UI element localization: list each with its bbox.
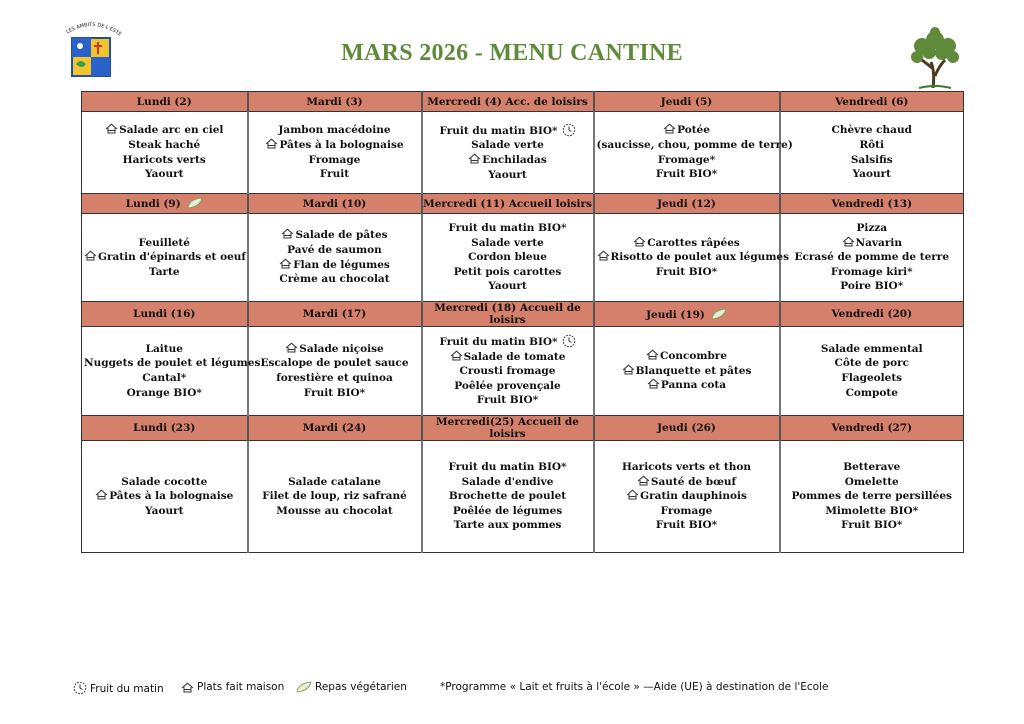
menu-item-text: Pizza: [856, 222, 888, 235]
menu-item: [783, 221, 962, 236]
day-menu: [82, 214, 248, 302]
menu-item-text: Carottes râpées: [647, 236, 740, 249]
menu-item: [425, 153, 591, 168]
menu-item-text: Poire BIO*: [840, 280, 904, 293]
house-outline-icon: [637, 475, 650, 486]
menu-item-text: Tarte aux pommes: [453, 519, 562, 532]
menu-item-text: Yaourt: [488, 280, 527, 293]
house-outline-icon: [279, 258, 292, 269]
menu-item: [84, 371, 245, 386]
week-menu-row: [82, 327, 964, 416]
day-header: [594, 194, 780, 214]
day-menu: [780, 441, 964, 553]
menu-item-text: Blanquette et pâtes: [635, 364, 752, 377]
menu-item-text: Yaourt: [144, 504, 184, 517]
menu-item-text: Brochette de poulet: [448, 490, 567, 503]
menu-item: [84, 236, 245, 251]
menu-item-text: Compote: [845, 386, 898, 399]
menu-item: [597, 489, 777, 504]
day-menu: [248, 327, 422, 416]
menu-item: [425, 265, 591, 280]
menu-item: [251, 228, 419, 243]
day-label: Mercredi (4) Acc. de loisirs: [427, 95, 588, 108]
day-header: [82, 92, 248, 112]
menu-item: [597, 504, 777, 519]
menu-item: [251, 123, 419, 138]
menu-item: [783, 356, 962, 371]
menu-item-text: Orange BIO*: [126, 386, 202, 399]
day-label: Lundi (9): [125, 198, 181, 210]
menu-item: [783, 504, 962, 519]
menu-item: [84, 504, 245, 519]
day-label: Jeudi (26): [657, 422, 716, 434]
day-header: [422, 92, 594, 112]
day-label: Mercredi (11) Accueil loisirs: [423, 197, 592, 210]
week-menu-row: [82, 214, 964, 302]
menu-item: [783, 371, 962, 386]
day-menu: [594, 112, 793, 194]
menu-item: [251, 272, 419, 287]
menu-item: [84, 475, 245, 490]
menu-item-text: Crousti fromage: [459, 365, 556, 378]
day-label: Jeudi (5): [660, 95, 713, 108]
menu-item: [425, 364, 591, 379]
menu-item: [425, 236, 591, 251]
menu-item: [597, 123, 777, 138]
menu-item: [597, 518, 777, 533]
house-outline-icon: [626, 489, 639, 500]
house-outline-icon: [265, 138, 278, 149]
menu-item: [84, 489, 245, 504]
leaf-icon: [187, 197, 203, 209]
menu-item-text: Salade de pâtes: [295, 229, 388, 242]
legend-homemade: Plats fait maison: [181, 681, 284, 693]
menu-item: [783, 236, 962, 251]
menu-item-text: Fruit du matin BIO*: [448, 222, 567, 235]
menu-item-text: Yaourt: [144, 168, 184, 181]
menu-item: [783, 342, 962, 357]
menu-item-text: Fruit BIO*: [655, 168, 718, 181]
svg-text:LES AMBITS DE L'ESTEREL: LES AMBITS DE L'ESTE: [65, 21, 123, 38]
menu-item: [596, 138, 793, 153]
day-label: Vendredi (13): [831, 197, 913, 210]
menu-item: [425, 279, 591, 294]
day-header: [422, 194, 594, 214]
legend-morning-fruit: Fruit du matin: [73, 681, 164, 695]
house-outline-icon: [633, 236, 646, 247]
menu-item-text: Salade catalane: [288, 475, 381, 488]
menu-item-text: Flan de légumes: [293, 258, 390, 271]
menu-item-text: Rôti: [859, 138, 885, 151]
menu-item-text: Poêlée provençale: [454, 379, 561, 392]
menu-item: [251, 258, 419, 273]
menu-item: [425, 393, 591, 408]
day-label: Mardi (24): [302, 422, 367, 434]
day-header: [248, 416, 422, 441]
menu-item-text: Betterave: [843, 461, 901, 474]
menu-item-text: Fruit BIO*: [476, 394, 539, 407]
day-header: [780, 302, 964, 327]
day-menu: [248, 112, 422, 194]
menu-item-text: Fromage: [660, 504, 713, 517]
menu-item-text: Nuggets de poulet et légumes: [84, 357, 261, 370]
menu-item-text: Fruit BIO*: [303, 386, 366, 399]
menu-item-text: Salade arc en ciel: [119, 124, 224, 137]
house-outline-icon: [622, 364, 635, 375]
menu-item-text: Steak haché: [128, 138, 201, 151]
menu-item-text: Fromage*: [657, 153, 716, 166]
menu-item: [251, 489, 419, 504]
day-menu: [82, 112, 248, 194]
day-menu: [780, 214, 964, 302]
menu-item: [251, 386, 419, 401]
day-label: Lundi (2): [136, 95, 192, 108]
day-header: [422, 302, 594, 327]
menu-item: [251, 167, 419, 182]
menu-item: [84, 342, 245, 357]
leaf-icon: [711, 308, 727, 320]
week-header-row: [82, 194, 964, 214]
house-outline-icon: [105, 123, 118, 134]
house-outline-icon: [95, 489, 108, 500]
menu-item-text: Tarte: [148, 265, 180, 278]
house-outline-icon: [181, 682, 194, 693]
menu-item-text: Petit pois carottes: [453, 265, 562, 278]
menu-item-text: Flageolets: [841, 372, 903, 384]
day-menu: [780, 327, 964, 416]
menu-item: [251, 356, 419, 371]
menu-item-text: Omelette: [844, 475, 899, 488]
menu-item: [597, 250, 790, 265]
day-menu: [248, 214, 422, 302]
menu-item-text: Fruit: [319, 168, 350, 181]
day-header: [422, 416, 594, 441]
menu-item-text: Mousse au chocolat: [276, 504, 393, 517]
menu-item: [425, 504, 591, 519]
menu-item: [597, 167, 777, 182]
day-header: [594, 302, 780, 327]
menu-item: [84, 265, 245, 280]
menu-item: [783, 123, 962, 138]
page-title: MARS 2026 - MENU CANTINE: [341, 40, 683, 66]
menu-item: [84, 138, 245, 153]
day-label: Vendredi (27): [831, 422, 913, 434]
menu-item: [425, 489, 591, 504]
menu-item-text: Feuilleté: [138, 236, 190, 249]
day-label: Mardi (17): [302, 308, 367, 320]
menu-item-text: Salsifis: [850, 153, 893, 166]
menu-item: [251, 243, 419, 258]
day-menu: [82, 441, 248, 553]
day-header: [248, 194, 422, 214]
menu-item-text: Salade cocotte: [121, 475, 208, 488]
menu-item: [425, 221, 591, 236]
menu-item-text: forestière et quinoa: [276, 372, 393, 384]
menu-item-text: Yaourt: [852, 168, 891, 181]
menu-item-text: Gratin d'épinards et oeuf: [98, 251, 246, 264]
menu-item: [597, 236, 777, 251]
menu-item: [84, 356, 261, 371]
menu-item: [84, 386, 245, 401]
house-outline-icon: [450, 350, 463, 361]
menu-item: [425, 334, 591, 350]
menu-item-text: Fruit du matin BIO*: [448, 461, 567, 474]
menu-item-text: Salade niçoise: [299, 342, 384, 355]
menu-item: [251, 504, 419, 519]
day-header: [82, 302, 248, 327]
menu-item: [783, 138, 962, 153]
menu-item: [251, 475, 419, 490]
menu-item-text: Enchiladas: [482, 154, 547, 166]
menu-item: [783, 518, 962, 533]
week-header-row: [82, 92, 964, 112]
menu-item-text: Poêlée de légumes: [452, 504, 563, 517]
day-label: Mardi (10): [302, 197, 367, 210]
menu-item: [783, 250, 962, 265]
menu-item-text: Laitue: [145, 342, 183, 355]
menu-item: [783, 489, 962, 504]
day-label: Mercredi (18) Accueil de loisirs: [434, 302, 581, 326]
leaf-icon: [296, 681, 312, 693]
menu-item-text: Cantal*: [142, 372, 187, 384]
week-menu-row: [82, 441, 964, 553]
day-label: Mercredi(25) Accueil de loisirs: [436, 416, 579, 440]
menu-item-text: Escalope de poulet sauce: [260, 357, 409, 370]
menu-item-text: Jambon macédoine: [278, 124, 391, 137]
day-menu: [422, 214, 594, 302]
menu-item-text: Filet de loup, riz safrané: [262, 490, 407, 503]
clock-icon: [562, 123, 576, 137]
house-outline-icon: [468, 153, 481, 164]
clock-icon: [562, 334, 576, 348]
menu-item-text: Salade verte: [471, 139, 544, 152]
menu-item-text: Potée: [677, 124, 710, 137]
menu-item-text: Mimolette BIO*: [825, 504, 919, 517]
house-outline-icon: [84, 250, 97, 261]
house-outline-icon: [647, 378, 660, 389]
menu-item: [783, 265, 962, 280]
clock-icon: [73, 681, 87, 695]
menu-item-text: Pommes de terre persillées: [791, 490, 952, 503]
day-label: Vendredi (20): [831, 308, 913, 320]
house-outline-icon: [597, 250, 610, 261]
menu-item: [251, 371, 419, 386]
menu-item-text: Salade de tomate: [463, 350, 566, 363]
menu-item-text: Sauté de bœuf: [650, 475, 737, 488]
menu-item: [597, 475, 777, 490]
week-header-row: [82, 302, 964, 327]
menu-item-text: Risotto de poulet aux légumes: [610, 251, 790, 264]
day-label: Mardi (3): [306, 95, 363, 108]
menu-item-text: Ecrasé de pomme de terre: [794, 251, 949, 264]
day-header: [82, 194, 248, 214]
tree-icon: [905, 26, 965, 90]
menu-item-text: Fruit BIO*: [655, 519, 718, 532]
menu-item: [251, 153, 419, 168]
day-label: Vendredi (6): [835, 95, 909, 108]
menu-item: [425, 168, 591, 183]
menu-item-text: Fruit du matin BIO*: [439, 124, 558, 137]
menu-item: [783, 279, 962, 294]
menu-item: [425, 518, 591, 533]
menu-item-text: Crème au chocolat: [279, 273, 390, 286]
menu-item: [425, 123, 591, 139]
menu-item: [597, 460, 777, 475]
house-outline-icon: [281, 228, 294, 239]
menu-item-text: Chèvre chaud: [831, 124, 912, 137]
menu-item: [84, 167, 245, 182]
day-header: [82, 416, 248, 441]
day-menu: [82, 327, 261, 416]
day-menu: [594, 327, 780, 416]
menu-item: [84, 250, 245, 265]
legend-program-note: *Programme « Lait et fruits à l'école » —Aide (UE) à destination de l'Ecole: [440, 681, 829, 693]
day-label: Jeudi (12): [657, 197, 716, 210]
day-label: Lundi (16): [133, 308, 196, 320]
week-header-row: [82, 416, 964, 441]
menu-item: [783, 475, 962, 490]
menu-item-text: Fromage kiri*: [830, 265, 913, 278]
menu-item: [251, 138, 419, 153]
legend-vegetarian: Repas végétarien: [296, 681, 407, 693]
menu-item-text: Panna cota: [660, 379, 727, 392]
menu-item-text: Yaourt: [488, 168, 527, 181]
menu-item: [425, 138, 591, 153]
day-header: [594, 416, 780, 441]
menu-item-text: Pâtes à la bolognaise: [109, 490, 234, 503]
menu-item-text: Salade emmental: [820, 342, 923, 355]
day-label: Lundi (23): [133, 422, 196, 434]
menu-item-text: Fruit BIO*: [655, 265, 718, 278]
house-outline-icon: [842, 236, 855, 247]
menu-item: [783, 153, 962, 168]
menu-item: [425, 250, 591, 265]
day-header: [248, 92, 422, 112]
menu-item: [597, 265, 777, 280]
house-outline-icon: [285, 342, 298, 353]
menu-item-text: Côte de porc: [834, 357, 909, 370]
menu-item: [251, 342, 419, 357]
menu-table: [81, 91, 964, 553]
menu-item-text: Salade d'endive: [461, 475, 554, 488]
menu-item-text: Concombre: [659, 350, 728, 363]
day-menu: [248, 441, 422, 553]
menu-item: [84, 123, 245, 138]
menu-item-text: Salade verte: [471, 236, 544, 249]
day-menu: [422, 112, 594, 194]
week-menu-row: [82, 112, 964, 194]
menu-item-text: Pavé de saumon: [287, 243, 382, 256]
day-menu: [594, 441, 780, 553]
day-menu: [780, 112, 964, 194]
day-header: [248, 302, 422, 327]
menu-item: [425, 379, 591, 394]
day-menu: [422, 441, 594, 553]
menu-item: [425, 460, 591, 475]
menu-item: [425, 350, 591, 365]
day-header: [780, 416, 964, 441]
menu-item-text: Fruit du matin BIO*: [439, 336, 558, 349]
menu-item: [597, 364, 777, 379]
menu-item-text: Fruit BIO*: [841, 519, 903, 532]
menu-item-text: Haricots verts: [122, 153, 206, 166]
house-outline-icon: [646, 349, 659, 360]
day-header: [594, 92, 780, 112]
day-header: [780, 194, 964, 214]
day-header: [780, 92, 964, 112]
menu-item-text: (saucisse, chou, pomme de terre): [596, 138, 793, 151]
menu-item: [783, 460, 962, 475]
menu-item-text: Cordon bleue: [468, 251, 547, 264]
day-label: Jeudi (19): [646, 308, 705, 321]
menu-item: [597, 153, 777, 168]
day-menu: [422, 327, 594, 416]
menu-item: [425, 475, 591, 490]
menu-item: [84, 153, 245, 168]
menu-item: [597, 349, 777, 364]
menu-item-text: Gratin dauphinois: [640, 490, 747, 503]
menu-item-text: Haricots verts et thon: [621, 461, 752, 474]
house-outline-icon: [663, 123, 676, 134]
menu-item: [783, 167, 962, 182]
menu-item-text: Navarin: [855, 236, 902, 249]
menu-item: [597, 378, 777, 393]
menu-item: [783, 386, 962, 401]
day-menu: [594, 214, 790, 302]
menu-item-text: Pâtes à la bolognaise: [279, 138, 404, 151]
menu-item-text: Fromage: [308, 153, 361, 166]
